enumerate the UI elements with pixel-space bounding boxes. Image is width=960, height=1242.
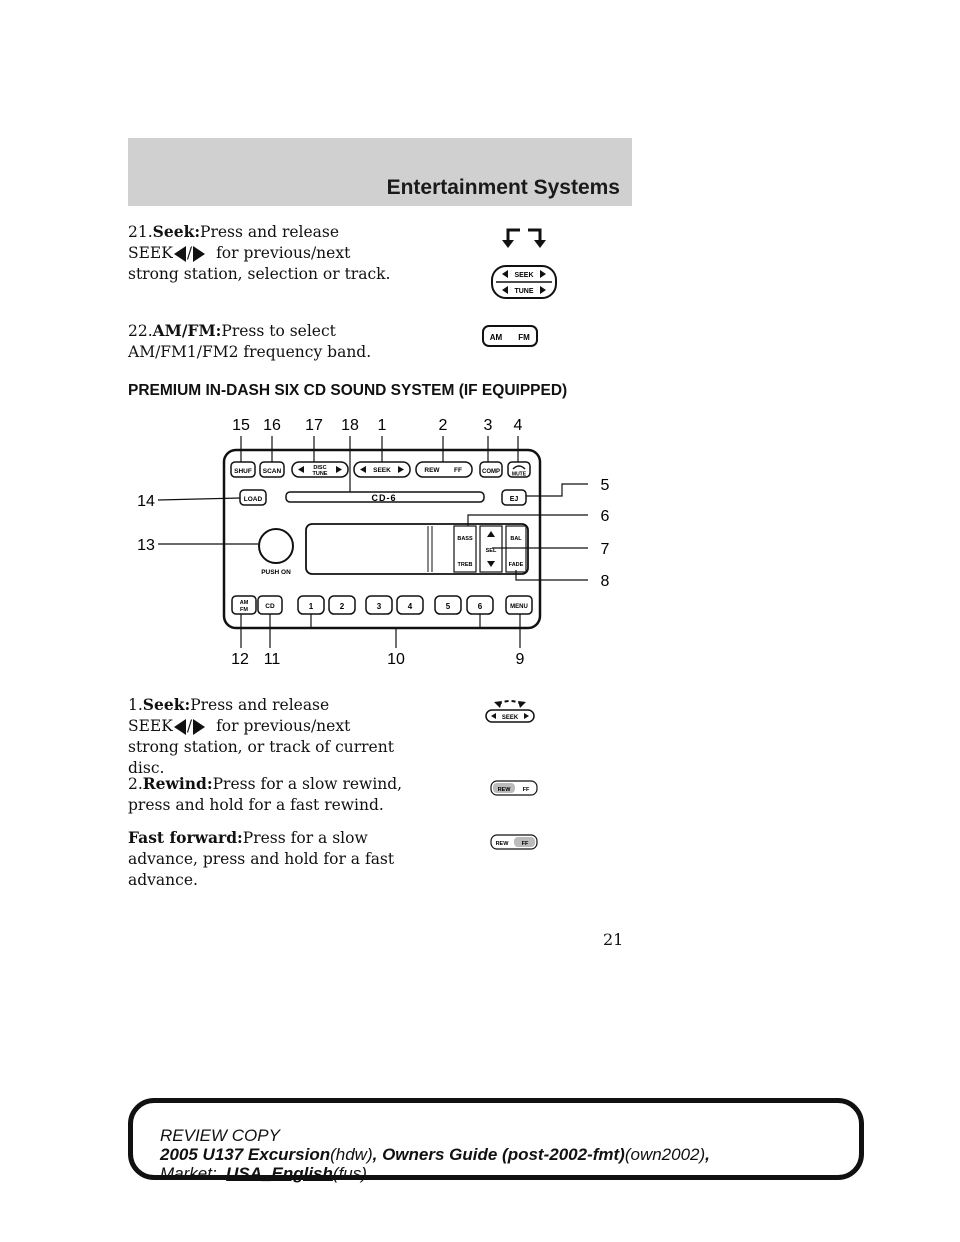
rew-icon [490,780,538,796]
radio-diagram [128,400,632,680]
svg-text:SEEK: SEEK [501,715,519,721]
svg-text:TUNE: TUNE [312,471,328,477]
svg-text:AM: AM [239,600,249,606]
svg-text:13: 13 [137,537,155,554]
desc-seek: 1.Seek:Press and release SEEK / for previous/next strong station, or track of current disc. [128,695,394,777]
svg-text:FF: FF [454,467,462,474]
svg-text:2: 2 [339,602,345,611]
desc-fast-forward: Fast forward:Press for a slow advance, press and hold for a fast advance. [128,828,395,889]
item-22: 22.AM/FM:Press to select AM/FM1/FM2 frequency band. [128,321,372,361]
svg-text:LOAD: LOAD [243,496,263,503]
svg-text:SEL: SEL [485,548,497,554]
svg-text:9: 9 [515,651,525,668]
svg-text:BAL: BAL [510,536,522,542]
seek-right-icon [193,719,205,735]
svg-text:2: 2 [438,417,448,434]
svg-text:SEEK: SEEK [373,467,391,474]
svg-text:6: 6 [477,602,483,611]
svg-text:4: 4 [513,417,523,434]
svg-text:3: 3 [376,602,382,611]
svg-text:REW: REW [497,787,511,793]
svg-text:SHUF: SHUF [234,468,252,475]
svg-text:AM: AM [489,333,503,342]
svg-text:3: 3 [483,417,493,434]
svg-text:BASS: BASS [457,536,473,542]
svg-text:8: 8 [600,573,610,590]
power-knob [259,529,293,563]
svg-text:CD: CD [265,603,275,610]
svg-text:4: 4 [407,602,413,611]
seek-mini-icon [484,698,536,724]
seek-left-icon [174,719,186,735]
page-number: 21 [603,930,624,949]
seek-tune-icon [488,226,560,302]
svg-text:TUNE: TUNE [514,288,534,295]
svg-text:10: 10 [387,651,405,668]
svg-text:1: 1 [377,417,387,434]
svg-text:MENU: MENU [510,604,528,610]
svg-text:12: 12 [231,651,249,668]
svg-text:FM: FM [518,333,530,342]
svg-text:FF: FF [522,787,530,793]
svg-text:DISC: DISC [313,465,327,471]
header-band [128,138,632,206]
section-heading: PREMIUM IN-DASH SIX CD SOUND SYSTEM (IF EQUIPPED) [128,382,568,399]
svg-text:COMP: COMP [482,469,500,475]
svg-text:PUSH ON: PUSH ON [261,569,291,576]
svg-text:17: 17 [305,417,323,434]
svg-text:16: 16 [263,417,281,434]
svg-text:MUTE: MUTE [511,471,527,478]
svg-text:FF: FF [521,841,529,847]
svg-text:1: 1 [308,602,314,611]
footer-vehicle-line: 2005 U137 Excursion(hdw), Owners Guide (post-2002-fmt)(own2002), [160,1145,710,1164]
am-fm-icon [482,325,538,347]
svg-text:14: 14 [137,493,155,510]
svg-text:TREB: TREB [457,562,473,568]
svg-text:15: 15 [232,417,250,434]
svg-text:SEEK: SEEK [514,272,534,279]
desc-rewind: 2.Rewind:Press for a slow rewind, press and hold for a fast rewind. [128,774,403,814]
svg-text:FADE: FADE [508,562,524,568]
ff-icon [490,834,538,850]
svg-text:EJ: EJ [509,496,519,503]
svg-text:7: 7 [600,541,610,558]
footer-review-copy: REVIEW COPY [160,1126,280,1145]
page-title: Entertainment Systems [386,176,620,199]
svg-text:6: 6 [600,508,610,525]
svg-text:5: 5 [600,477,610,494]
svg-text:18: 18 [341,417,359,434]
seek-left-icon [174,246,186,262]
seek-right-icon [193,246,205,262]
svg-text:REW: REW [495,841,509,847]
svg-text:SCAN: SCAN [262,468,282,475]
svg-text:FM: FM [240,607,248,613]
footer-market-line: Market: USA_English(fus) [160,1164,367,1183]
item-21: 21.Seek:Press and release SEEK / for previous/next strong station, selection or track. [128,222,391,283]
svg-text:REW: REW [424,467,440,474]
svg-text:5: 5 [445,602,451,611]
svg-text:11: 11 [263,651,281,668]
svg-text:CD-6: CD-6 [371,493,397,503]
